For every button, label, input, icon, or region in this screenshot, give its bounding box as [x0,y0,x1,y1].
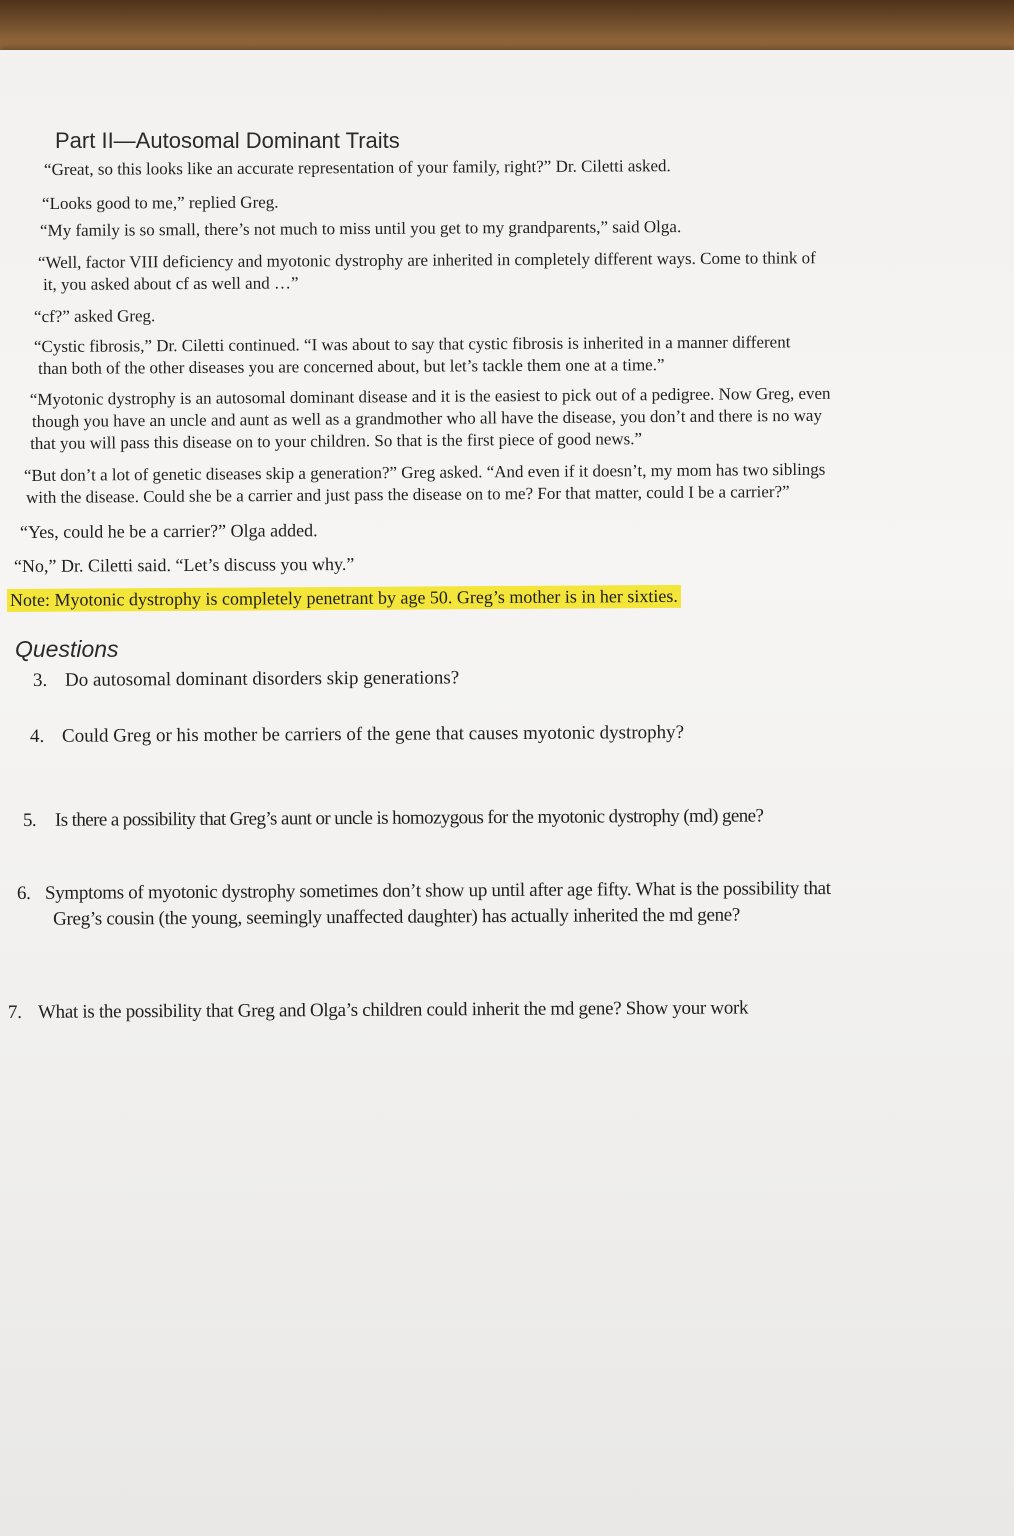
question-text-continued: Greg’s cousin (the young, seemingly unaffected daughter) has actually inherited the md gene? [53,904,741,930]
paragraph-line: with the disease. Could she be a carrier and just pass the disease on to me? For that matter, could I be a carrier?” [26,481,790,507]
paragraph-8 [24,459,826,509]
question-number: 3. [32,669,48,691]
paragraph-7 [30,383,831,455]
question-6 [17,876,831,933]
paragraph-2 [42,192,279,215]
penetrance-note [7,585,681,612]
question-text: What is the possibility that Greg and Olga’s children could inherit the md gene? Show your work [37,997,749,1023]
paragraph-line: it, you asked about cf as well and …” [43,273,299,294]
question-5 [23,803,763,834]
question-text: Symptoms of myotonic dystrophy sometimes don’t show up until after age fifty. What is the possibility that [44,878,831,904]
paragraph-line: “Cystic fibrosis,” Dr. Ciletti continued. “I was about to say that cystic fibrosis is inherited in a manner different [33,332,791,357]
paragraph-line: that you will pass this disease on to your children. So that is the first piece of good news.” [30,429,643,453]
highlighted-note-text: Note: Myotonic dystrophy is completely penetrant by age 50. Greg’s mother is in her sixties. [7,585,681,612]
paragraph-line: “My family is so small, there’s not much to miss until you get to my grandparents,” said Olga. [39,217,682,240]
question-7 [8,995,748,1026]
paragraph-line: “cf?” asked Greg. [33,306,156,326]
paragraph-line: “Yes, could he be a carrier?” Olga added. [19,520,318,542]
question-number: 7. [7,1001,22,1023]
paragraph-line: “But don’t a lot of genetic diseases skip a generation?” Greg asked. “And even if it doesn’t, my mom has two siblings [23,459,826,486]
question-4 [30,720,684,750]
paragraph-4 [38,247,816,296]
question-number: 5. [22,809,37,831]
paper-sheet [0,50,1014,1536]
question-3 [33,665,459,694]
paragraph-10 [14,553,354,578]
paragraph-6 [34,331,791,380]
paragraph-line: than both of the other diseases you are concerned about, but let’s tackle them one at a time.” [38,355,665,378]
question-number: 4. [29,725,45,747]
paragraph-3 [40,216,681,242]
section-heading: Part II—Autosomal Dominant Traits [55,128,400,153]
paragraph-line: “No,” Dr. Ciletti said. “Let’s discuss you why.” [13,553,355,576]
question-text: Could Greg or his mother be carriers of the gene that causes myotonic dystrophy? [61,722,685,747]
question-number: 6. [16,882,31,905]
paragraph-5 [34,305,155,328]
question-text: Do autosomal dominant disorders skip generations? [64,667,460,691]
paragraph-9 [20,519,318,544]
paragraph-line: “Looks good to me,” replied Greg. [41,192,279,213]
paragraph-line: “Myotonic dystrophy is an autosomal dominant disease and it is the easiest to pick out of a pedigree. Now Greg, even [29,383,831,410]
questions-heading: Questions [15,636,119,662]
paragraph-line: “Great, so this looks like an accurate representation of your family, right?” Dr. Ciletti asked. [43,156,671,179]
question-text: Is there a possibility that Greg’s aunt or uncle is homozygous for the myotonic dystrophy (md) gene? [54,805,764,831]
paragraph-line: “Well, factor VIII deficiency and myotonic dystrophy are inherited in completely different ways. Come to think of [37,248,816,273]
paragraph-1 [44,155,671,181]
paragraph-line: though you have an uncle and aunt as well as a grandmother who all have the disease, you don’t and there is no way [31,405,823,431]
